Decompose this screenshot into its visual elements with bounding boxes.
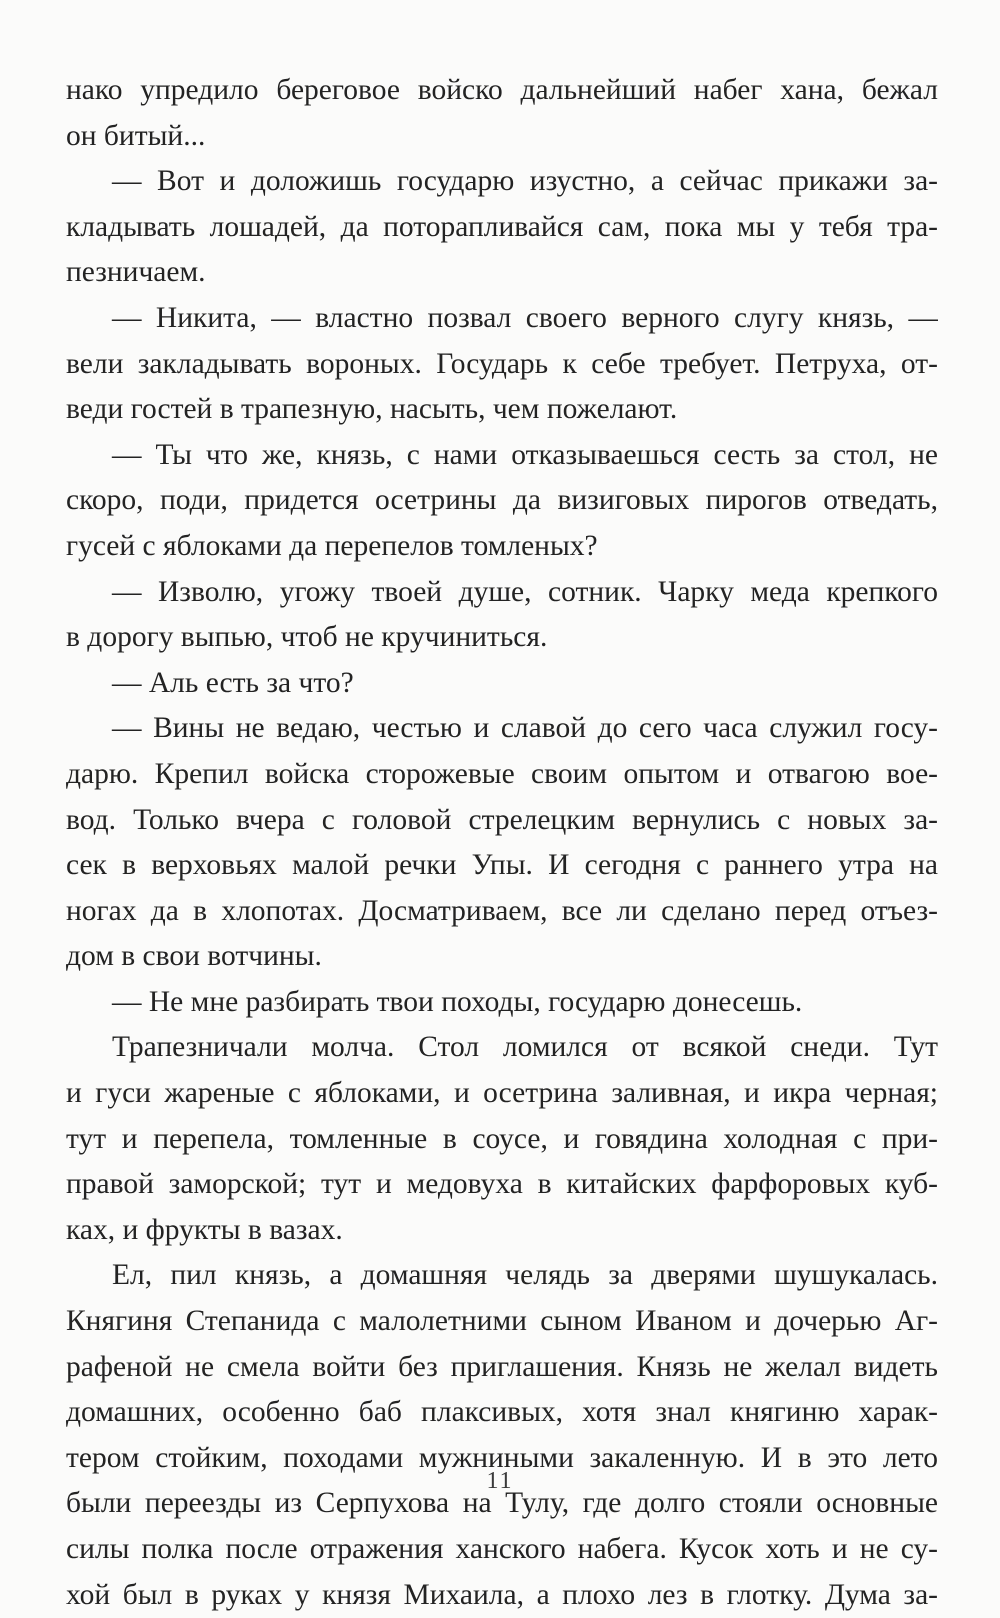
text-line: кладывать лошадей, да поторапливайся сам, пока мы у тебя тра-	[66, 210, 938, 243]
text-line: Ел, пил князь, а домашняя челядь за дверями шушукалась.	[112, 1259, 938, 1292]
page-number: 11	[486, 1468, 514, 1494]
text-line: и гуси жареные с яблоками, и осетрина заливная, и икра черная;	[66, 1077, 938, 1110]
text-line: веди гостей в трапезную, насыть, чем пожелают.	[66, 393, 678, 426]
text-line: тут и перепела, томленные в соусе, и говядина холодная с при-	[66, 1122, 938, 1155]
text-line: дом в свои вотчины.	[66, 940, 322, 973]
text-line: были переезды из Серпухова на Тулу, где долго стояли основные	[66, 1487, 938, 1520]
text-line: пезничаем.	[66, 256, 206, 289]
text-line: вод. Только вчера с головой стрелецким вернулись с новых за-	[66, 803, 938, 836]
text-line: домашних, особенно баб плаксивых, хотя знал княгиню харак-	[66, 1396, 938, 1429]
text-line: Княгиня Степанида с малолетними сыном Иваном и дочерью Аг-	[66, 1305, 938, 1338]
text-line: — Не мне разбирать твои походы, государю донесешь.	[112, 985, 803, 1018]
text-line: — Изволю, угожу твоей душе, сотник. Чарку меда крепкого	[112, 575, 938, 608]
text-line: силы полка после отражения ханского набега. Кусок хоть и не су-	[66, 1533, 938, 1565]
text-line: Трапезничали молча. Стол ломился от всякой снеди. Тут	[112, 1031, 938, 1064]
text-line: он битый...	[66, 119, 206, 152]
text-line: — Вот и доложишь государю изустно, а сейчас прикажи за-	[112, 165, 938, 198]
text-line: ках, и фрукты в вазах.	[66, 1213, 343, 1246]
text-line: — Никита, — властно позвал своего верного слугу князь, —	[112, 301, 938, 334]
text-line: правой заморской; тут и медовуха в китайских фарфоровых куб-	[66, 1168, 938, 1201]
text-line: дарю. Крепил войска сторожевые своим опытом и отвагою вое-	[66, 757, 938, 790]
text-line: в дорогу выпью, чтоб не кручиниться.	[66, 621, 548, 654]
text-line: рафеной не смела войти без приглашения. Князь не желал видеть	[66, 1350, 938, 1383]
text-line: вели закладывать вороных. Государь к себе требует. Петруха, от-	[66, 347, 938, 380]
text-line: сек в верховьях малой речки Упы. И сегодня с раннего утра на	[66, 849, 938, 882]
text-line: ногах да в хлопотах. Досматриваем, все ли сделано перед отъез-	[66, 894, 938, 927]
text-line: — Вины не ведаю, честью и славой до сего часа служил госу-	[112, 712, 938, 745]
text-line: — Аль есть за что?	[112, 666, 354, 699]
text-line: скоро, поди, придется осетрины да визиговых пирогов отведать,	[66, 484, 938, 517]
body-text	[66, 68, 938, 1618]
text-line: хой был в руках у князя Михаила, а плохо лез в глотку. Дума за-	[66, 1578, 938, 1611]
text-line: тером стойким, походами мужниными закаленную. И в это лето	[66, 1441, 938, 1474]
text-line: гусей с яблоками да перепелов томленых?	[66, 529, 598, 562]
text-line: нако упредило береговое войско дальнейший набег хана, бежал	[66, 74, 938, 106]
text-line: — Ты что же, князь, с нами отказываешься сесть за стол, не	[112, 438, 938, 471]
